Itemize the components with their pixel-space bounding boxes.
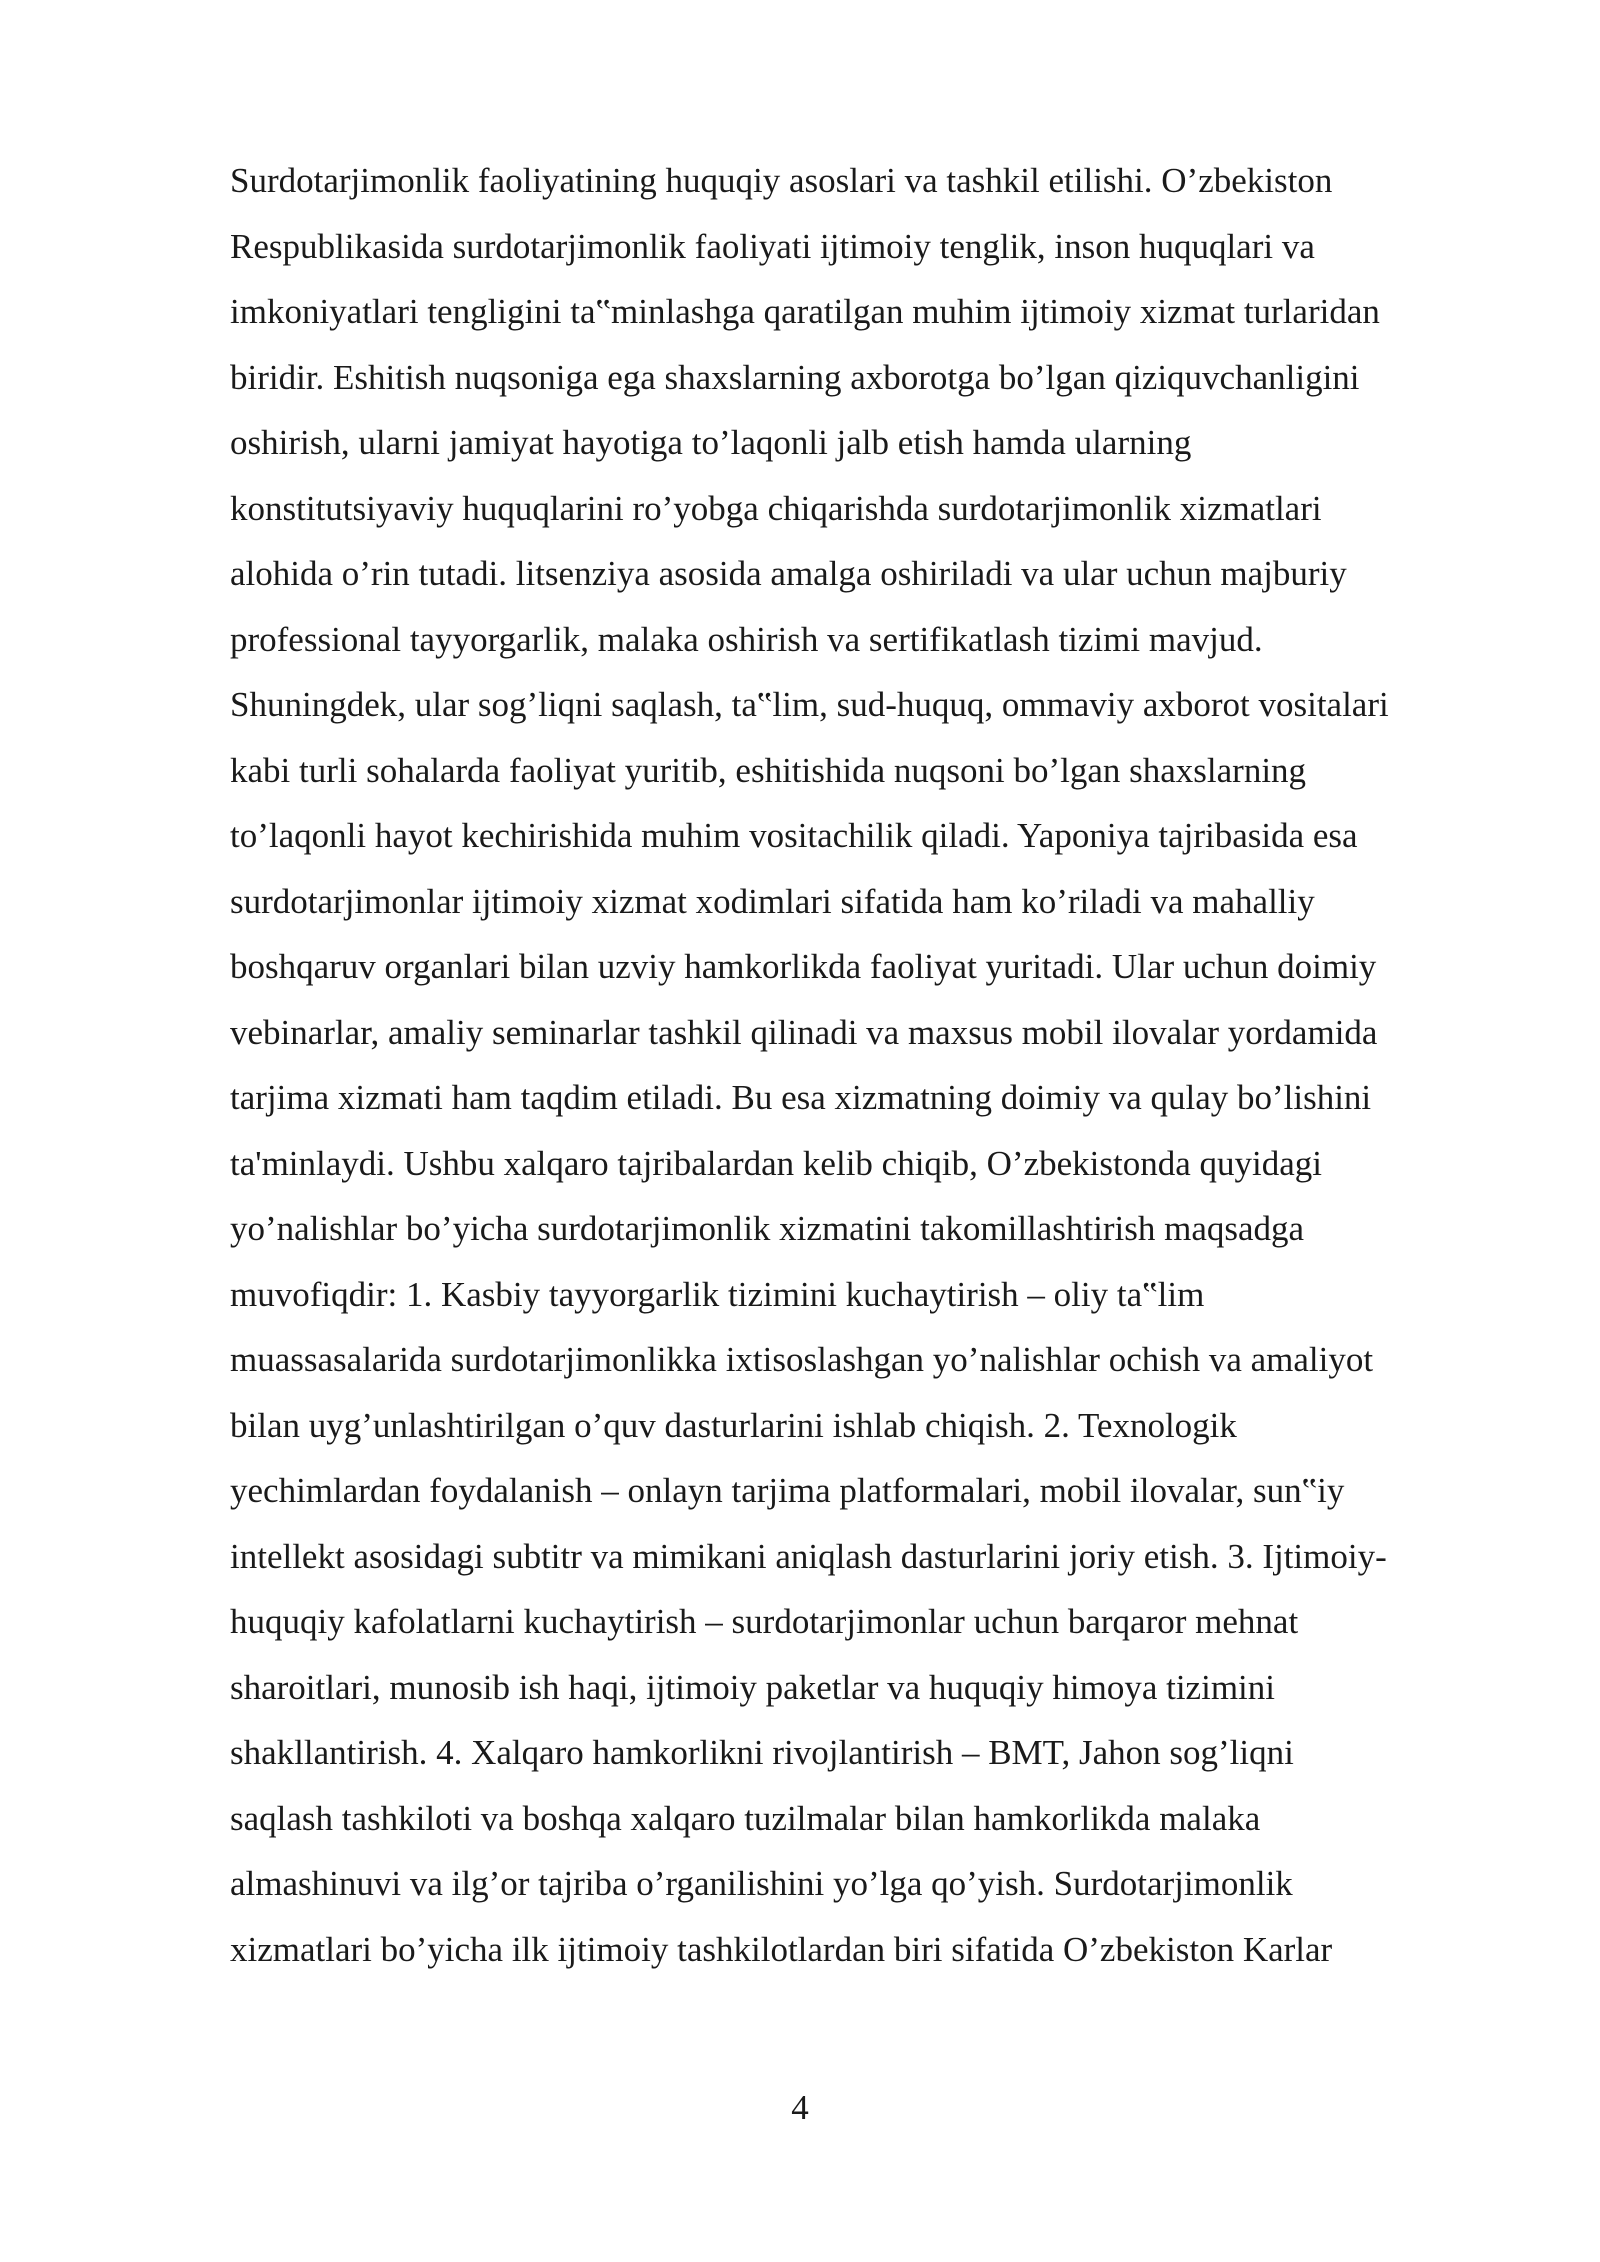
text-line: intellekt asosidagi subtitr va mimikani aniqlash dasturlarini joriy etish. 3. Ijtimoiy-	[230, 1536, 1387, 1576]
text-line: huquqiy kafolatlarni kuchaytirish – surdotarjimonlar uchun barqaror mehnat	[230, 1602, 1299, 1641]
text-line: bilan uyg’unlashtirilgan o’quv dasturlarini ishlab chiqish. 2. Texnologik	[230, 1405, 1237, 1445]
text-line: ta'minlaydi. Ushbu xalqaro tajribalardan kelib chiqib, O’zbekistonda quyidagi	[230, 1143, 1322, 1183]
body-text	[230, 148, 1530, 1982]
text-line: sharoitlari, munosib ish haqi, ijtimoiy paketlar va huquqiy himoya tizimini	[230, 1667, 1275, 1707]
text-line: vebinarlar, amaliy seminarlar tashkil qilinadi va maxsus mobil ilovalar yordamida	[230, 1012, 1378, 1052]
text-line: imkoniyatlari tengligini ta‟minlashga qaratilgan muhim ijtimoiy xizmat turlaridan	[230, 292, 1380, 331]
text-line: almashinuvi va ilg’or tajriba o’rganilishini yo’lga qo’yish. Surdotarjimonlik	[230, 1864, 1293, 1903]
text-line: yo’nalishlar bo’yicha surdotarjimonlik xizmatini takomillashtirish maqsadga	[230, 1209, 1305, 1248]
text-line: surdotarjimonlar ijtimoiy xizmat xodimlari sifatida ham ko’riladi va mahalliy	[230, 881, 1315, 921]
text-line: tarjima xizmati ham taqdim etiladi. Bu esa xizmatning doimiy va qulay bo’lishini	[230, 1078, 1372, 1117]
text-line: xizmatlari bo’yicha ilk ijtimoiy tashkilotlardan biri sifatida O’zbekiston Karlar	[230, 1929, 1333, 1969]
text-line: kabi turli sohalarda faoliyat yuritib, eshitishida nuqsoni bo’lgan shaxslarning	[230, 750, 1307, 790]
text-line: muvofiqdir: 1. Kasbiy tayyorgarlik tizimini kuchaytirish – oliy ta‟lim	[230, 1274, 1205, 1314]
text-line: alohida o’rin tutadi. litsenziya asosida amalga oshiriladi va ular uchun majburiy	[230, 554, 1347, 593]
text-line: professional tayyorgarlik, malaka oshirish va sertifikatlash tizimi mavjud.	[230, 619, 1263, 659]
text-line: yechimlardan foydalanish – onlayn tarjima platformalari, mobil ilovalar, sun‟iy	[230, 1471, 1345, 1510]
text-line: Surdotarjimonlik faoliyatining huquqiy asoslari va tashkil etilishi. O’zbekiston	[230, 161, 1333, 200]
text-line: to’laqonli hayot kechirishida muhim vositachilik qiladi. Yaponiya tajribasida esa	[230, 816, 1358, 855]
page-number: 4	[791, 2088, 809, 2127]
text-line: muassasalarida surdotarjimonlikka ixtisoslashgan yo’nalishlar ochish va amaliyot	[230, 1340, 1374, 1379]
text-line: Shuningdek, ular sog’liqni saqlash, ta‟lim, sud-huquq, ommaviy axborot vositalari	[230, 685, 1389, 724]
text-line: boshqaruv organlari bilan uzviy hamkorlikda faoliyat yuritadi. Ular uchun doimiy	[230, 947, 1377, 986]
text-line: oshirish, ularni jamiyat hayotiga to’laqonli jalb etish hamda ularning	[230, 423, 1192, 462]
text-line: biridir. Eshitish nuqsoniga ega shaxslarning axborotga bo’lgan qiziquvchanligini	[230, 357, 1360, 397]
text-line: shakllantirish. 4. Xalqaro hamkorlikni rivojlantirish – BMT, Jahon sog’liqni	[230, 1733, 1294, 1772]
text-line: Respublikasida surdotarjimonlik faoliyati ijtimoiy tenglik, inson huquqlari va	[230, 226, 1315, 266]
text-line: saqlash tashkiloti va boshqa xalqaro tuzilmalar bilan hamkorlikda malaka	[230, 1798, 1261, 1838]
text-line: konstitutsiyaviy huquqlarini ro’yobga chiqarishda surdotarjimonlik xizmatlari	[230, 488, 1322, 528]
